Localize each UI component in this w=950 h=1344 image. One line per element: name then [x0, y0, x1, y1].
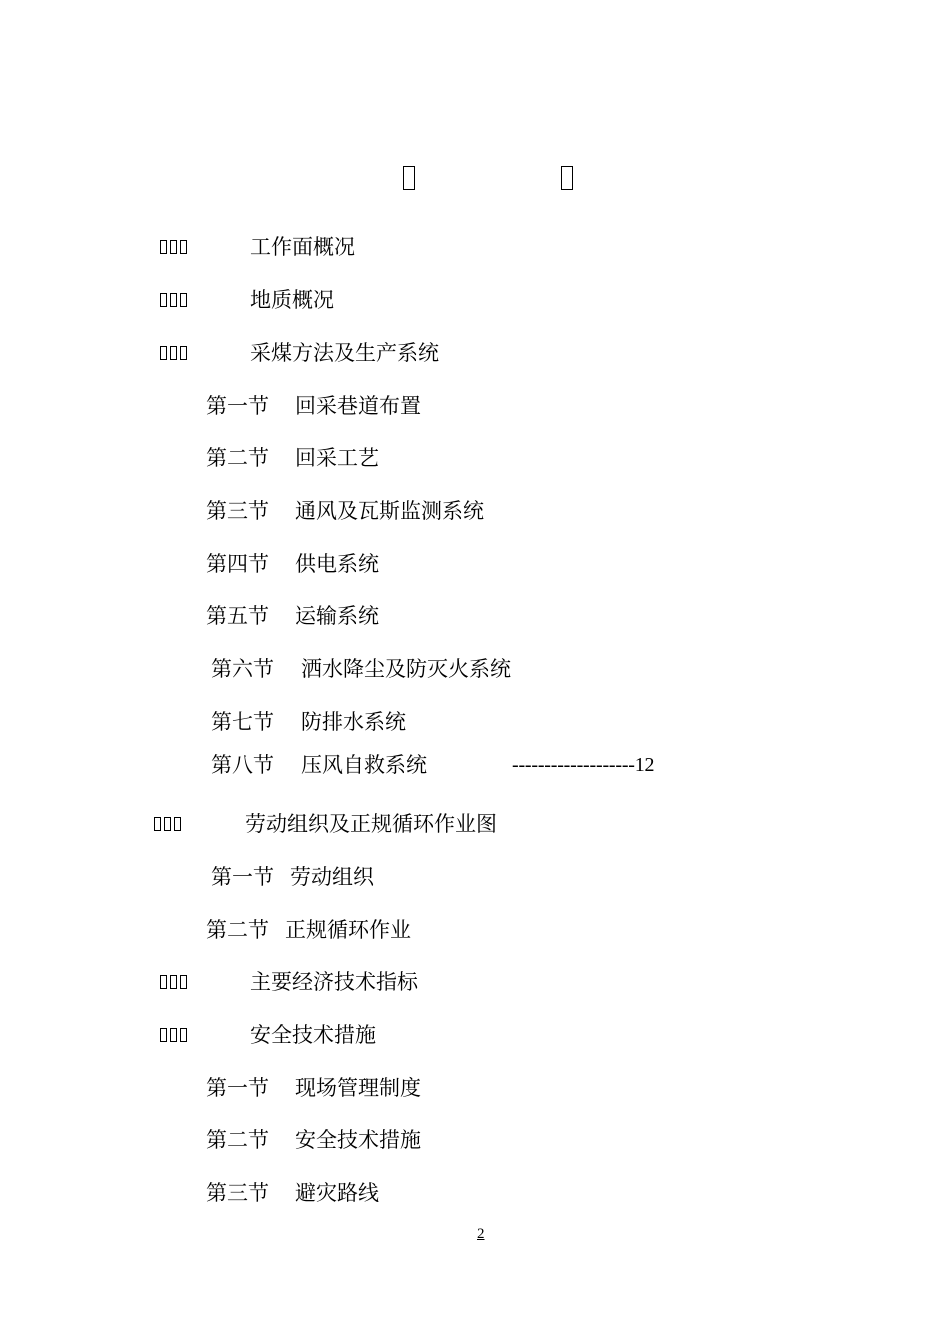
chapter-title: 工作面概况 — [250, 235, 355, 259]
chapter-title: 劳动组织及正规循环作业图 — [245, 812, 497, 836]
chapter-marker — [154, 812, 181, 836]
chapter-marker — [160, 970, 187, 994]
section-number: 第一节 — [206, 1076, 269, 1100]
section-title: 安全技术措施 — [295, 1128, 421, 1152]
chapter-title: 地质概况 — [250, 288, 334, 312]
section-number: 第二节 — [206, 1128, 269, 1152]
section-title: 避灾路线 — [295, 1181, 379, 1205]
section-number: 第八节 — [211, 753, 274, 777]
section-number: 第六节 — [211, 657, 274, 681]
section-number: 第七节 — [211, 710, 274, 734]
chapter-marker — [160, 288, 187, 312]
section-title: 压风自救系统 — [301, 753, 427, 777]
section-title: 正规循环作业 — [285, 918, 411, 942]
section-number: 第一节 — [206, 394, 269, 418]
section-title: 劳动组织 — [290, 865, 374, 889]
section-number: 第二节 — [206, 446, 269, 470]
section-title: 回采工艺 — [295, 446, 379, 470]
chapter-title: 采煤方法及生产系统 — [250, 341, 439, 365]
section-number: 第一节 — [211, 865, 274, 889]
section-number: 第五节 — [206, 604, 269, 628]
chapter-title: 主要经济技术指标 — [250, 970, 418, 994]
chapter-marker — [160, 1023, 187, 1047]
section-title: 防排水系统 — [301, 710, 406, 734]
toc-title-glyph-left — [403, 166, 415, 190]
section-title: 回采巷道布置 — [295, 394, 421, 418]
chapter-title: 安全技术措施 — [250, 1023, 376, 1047]
toc-title-glyph-right — [561, 166, 573, 190]
section-number: 第三节 — [206, 499, 269, 523]
section-number: 第三节 — [206, 1181, 269, 1205]
section-title: 供电系统 — [295, 552, 379, 576]
section-number: 第二节 — [206, 918, 269, 942]
toc-leader-page: -------------------12 — [512, 754, 655, 776]
page-number: 2 — [477, 1226, 485, 1242]
section-title: 运输系统 — [295, 604, 379, 628]
chapter-marker — [160, 341, 187, 365]
chapter-marker — [160, 235, 187, 259]
section-title: 洒水降尘及防灭火系统 — [301, 657, 511, 681]
section-number: 第四节 — [206, 552, 269, 576]
section-title: 通风及瓦斯监测系统 — [295, 499, 484, 523]
section-title: 现场管理制度 — [295, 1076, 421, 1100]
